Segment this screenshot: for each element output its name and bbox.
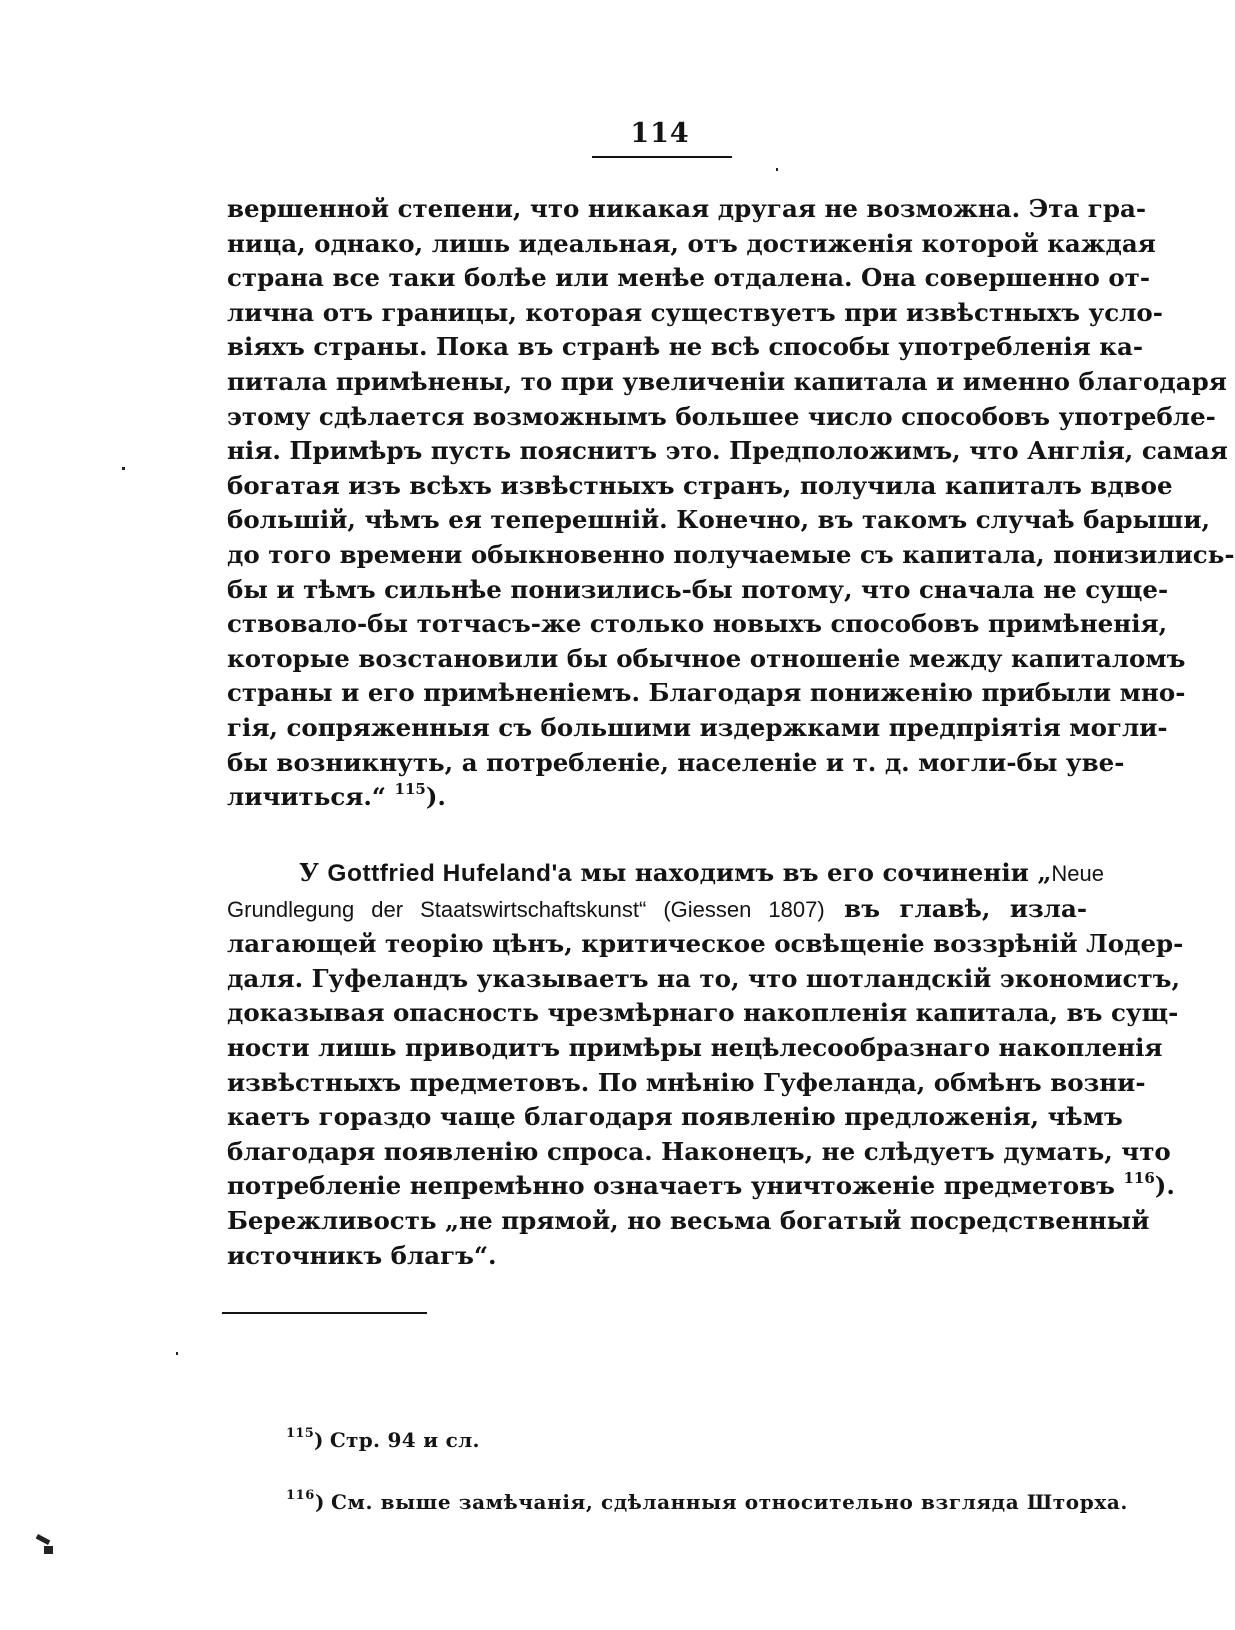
paragraph-2 (227, 856, 1184, 1273)
scan-speck (36, 1534, 51, 1545)
text-line: этому сдѣлается возможнымъ большее число способовъ употребле- (227, 401, 1216, 431)
book-title-fragment: Neue (1051, 861, 1105, 886)
footnote-mark: 115 (286, 1426, 315, 1442)
text-line: страна все таки болѣе или менѣе отдалена. Она совершенно от- (227, 263, 1151, 293)
text-line: питала примѣнены, то при увеличеніи капитала и именно благодаря (227, 366, 1227, 396)
text-line: извѣстныхъ предметовъ. По мнѣнію Гуфеланда, обмѣнъ возни- (227, 1067, 1146, 1097)
text-fragment: личиться.“ (227, 782, 386, 812)
paragraph-1 (227, 192, 1235, 815)
scan-speck (122, 467, 125, 470)
footnote-text: См. выше замѣчанія, сдѣланныя относительно взгляда Шторха. (331, 1490, 1128, 1514)
text-fragment: ). (425, 782, 446, 812)
text-line: каетъ гораздо чаще благодаря появленію предложенія, чѣмъ (227, 1102, 1123, 1132)
text-line: благодаря появленію спроса. Наконецъ, не слѣдуетъ думать, что (227, 1136, 1171, 1166)
text-fragment: мы находимъ въ его сочиненіи „ (580, 858, 1052, 887)
text-line: лична отъ границы, которая существуетъ при извѣстныхъ усло- (227, 297, 1163, 327)
text-line: Бережливость „не прямой, но весьма богатый посредственный (227, 1205, 1150, 1235)
text-fragment: потребленіе непремѣнно означаетъ уничтоженіе предметовъ (227, 1171, 1115, 1201)
scan-speck (44, 1546, 53, 1554)
text-line: вершенной степени, что никакая другая не возможна. Эта гра- (227, 194, 1146, 223)
book-title-fragment: Grundlegung der Staatswirtschaftskunst“ (Giessen 1807) (227, 896, 825, 922)
text-line: большій, чѣмъ ея теперешній. Конечно, въ такомъ случаѣ барыши, (227, 505, 1211, 535)
text-line (227, 892, 1087, 928)
footnote-text: Стр. 94 и сл. (329, 1428, 480, 1452)
footnote-reference-116[interactable]: 116 (1123, 1169, 1155, 1188)
text-line: гія, сопряженныя съ большими издержками предпріятія могли- (227, 712, 1168, 742)
text-line (227, 1169, 1175, 1204)
text-line: страны и его примѣненіемъ. Благодаря пониженію прибыли мно- (227, 678, 1186, 708)
text-line: ности лишь приводитъ примѣры нецѣлесообразнаго накопленія (227, 1032, 1163, 1062)
text-line: бы и тѣмъ сильнѣе понизились-бы потому, что сначала не суще- (227, 574, 1169, 604)
author-name: Gottfried Hufeland'a (327, 860, 572, 887)
scan-speck (176, 1352, 178, 1355)
page-number-underline (592, 156, 732, 158)
footnote-115: $^{115}$) Стр. 94 и сл. (286, 1426, 480, 1452)
scan-speck (776, 168, 778, 171)
text-line-last (227, 780, 1087, 815)
text-line: ница, однако, лишь идеальная, отъ достиженія которой каждая (227, 228, 1156, 258)
text-line: ствовало-бы тотчасъ-же столько новыхъ способовъ примѣненія, (227, 609, 1168, 639)
text-line-first (227, 856, 1105, 892)
text-line: бы возникнуть, а потребленіе, населеніе и т. д. могли-бы уве- (227, 747, 1125, 777)
text-fragment: У (299, 858, 319, 887)
text-line-last: источникъ благъ“. (227, 1240, 497, 1270)
footnote-reference-115[interactable]: 115 (394, 779, 426, 798)
footnote-116: $^{116}$) См. выше замѣчанія, сдѣланныя относительно взгляда Шторха. (286, 1488, 1128, 1514)
text-line: віяхъ страны. Пока въ странѣ не всѣ способы употребленія ка- (227, 332, 1144, 362)
text-line: до того времени обыкновенно получаемые съ капитала, понизились- (227, 539, 1235, 569)
text-line: богатая изъ всѣхъ извѣстныхъ странъ, получила капиталъ вдвое (227, 470, 1173, 500)
footnote-separator (222, 1312, 427, 1314)
footnote-mark: 116 (286, 1488, 315, 1504)
text-fragment: ). (1154, 1171, 1175, 1201)
page-number: 114 (630, 118, 690, 149)
text-fragment: въ главѣ, изла- (844, 893, 1087, 923)
text-line: которые возстановили бы обычное отношеніе между капиталомъ (227, 643, 1186, 673)
text-line: нія. Примѣръ пусть пояснитъ это. Предположимъ, что Англія, самая (227, 436, 1228, 466)
text-line: даля. Гуфеландъ указываетъ на то, что шотландскій экономистъ, (227, 963, 1180, 993)
text-line: лагающей теорію цѣнъ, критическое освѣщеніе воззрѣній Лодер- (227, 929, 1184, 959)
text-line: доказывая опасность чрезмѣрнаго накопленія капитала, въ сущ- (227, 998, 1179, 1028)
